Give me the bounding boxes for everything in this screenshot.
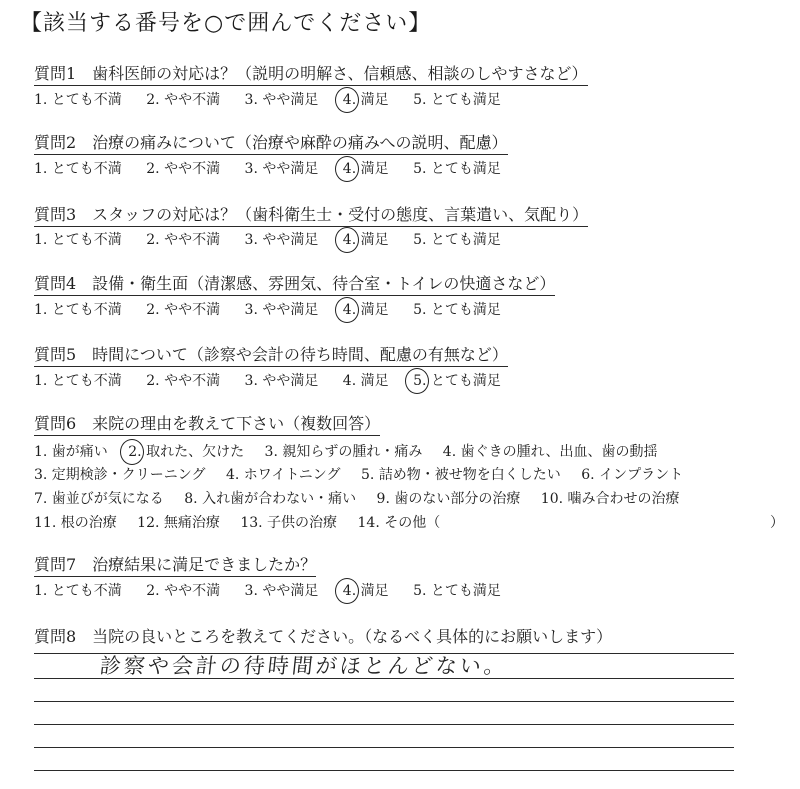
q7-option-3[interactable]: 3. やや満足 — [244, 583, 319, 599]
q5-option-1[interactable]: 1. とても不満 — [34, 373, 122, 389]
question-2-options — [34, 160, 521, 178]
q6-option-7[interactable]: 7. 歯並びが気になる — [34, 491, 164, 507]
q1-option-2[interactable]: 2. やや不満 — [146, 92, 221, 108]
question-1-options — [34, 91, 521, 109]
question-2-heading: 質問2 治療の痛みについて（治療や麻酔の痛みへの説明、配慮） — [34, 133, 508, 155]
q6-other-close-paren: ） — [770, 515, 784, 531]
q7-option-5[interactable]: 5. とても満足 — [413, 583, 501, 599]
q6-option-13[interactable]: 13. 子供の治療 — [240, 515, 338, 531]
q4-option-1[interactable]: 1. とても不満 — [34, 302, 122, 318]
q6-option-checkup[interactable]: 3. 定期検診・クリーニング — [34, 467, 206, 483]
q1-option-3[interactable]: 3. やや満足 — [244, 92, 319, 108]
q6-option-4[interactable]: 4. 歯ぐきの腫れ、出血、歯の動揺 — [442, 444, 658, 460]
answer-line — [34, 724, 734, 725]
q1-option-4-circled[interactable]: 4. 満足 — [342, 92, 389, 108]
q6-option-9[interactable]: 9. 歯のない部分の治療 — [376, 491, 521, 507]
q6-option-14[interactable]: 14. その他（ — [357, 515, 441, 531]
q2-option-3[interactable]: 3. やや満足 — [244, 161, 319, 177]
q6-option-11[interactable]: 11. 根の治療 — [34, 515, 117, 531]
question-7-options — [34, 582, 521, 600]
q1-option-1[interactable]: 1. とても不満 — [34, 92, 122, 108]
q4-option-2[interactable]: 2. やや不満 — [146, 302, 221, 318]
q6-option-3[interactable]: 3. 親知らずの腫れ・痛み — [264, 444, 423, 460]
q4-option-4-circled[interactable]: 4. 満足 — [342, 302, 389, 318]
question-4-options — [34, 301, 521, 319]
q3-option-5[interactable]: 5. とても満足 — [413, 232, 501, 248]
question-3-heading: 質問3 スタッフの対応は？（歯科衛生士・受付の態度、言葉遣い、気配り） — [34, 205, 588, 227]
q6-option-12[interactable]: 12. 無痛治療 — [137, 515, 220, 531]
q4-option-5[interactable]: 5. とても満足 — [413, 302, 501, 318]
q7-option-1[interactable]: 1. とても不満 — [34, 583, 122, 599]
q3-option-1[interactable]: 1. とても不満 — [34, 232, 122, 248]
q6-row-3 — [34, 490, 696, 508]
q4-option-3[interactable]: 3. やや満足 — [244, 302, 319, 318]
q3-option-2[interactable]: 2. やや不満 — [146, 232, 221, 248]
q6-option-whitening[interactable]: 4. ホワイトニング — [225, 467, 341, 483]
q5-option-2[interactable]: 2. やや不満 — [146, 373, 221, 389]
q5-option-3[interactable]: 3. やや満足 — [244, 373, 319, 389]
q3-option-3[interactable]: 3. やや満足 — [244, 232, 319, 248]
question-7-heading: 質問7 治療結果に満足できましたか？ — [34, 555, 316, 577]
question-5-heading: 質問5 時間について（診察や会計の待ち時間、配慮の有無など） — [34, 345, 508, 367]
q2-option-2[interactable]: 2. やや不満 — [146, 161, 221, 177]
q6-row-1 — [34, 443, 673, 461]
question-1-heading: 質問1 歯科医師の対応は？（説明の明解さ、信頼感、相談のしやすさなど） — [34, 64, 588, 86]
page-title: 【該当する番号を○で囲んでください】 — [20, 11, 432, 36]
q6-option-2-circled[interactable]: 2. 取れた、欠けた — [128, 444, 245, 460]
answer-line — [34, 747, 734, 748]
q2-option-5[interactable]: 5. とても満足 — [413, 161, 501, 177]
question-6-heading: 質問6 来院の理由を教えて下さい（複数回答） — [34, 414, 380, 436]
q2-option-1[interactable]: 1. とても不満 — [34, 161, 122, 177]
question-3-options — [34, 231, 521, 249]
q8-handwritten-answer: 診察や会計の待時間がほとんどない。 — [98, 654, 510, 678]
q3-option-4-circled[interactable]: 4. 満足 — [342, 232, 389, 248]
answer-line — [34, 701, 734, 702]
q6-option-8[interactable]: 8. 入れ歯が合わない・痛い — [184, 491, 357, 507]
q1-option-5[interactable]: 5. とても満足 — [413, 92, 501, 108]
q7-option-2[interactable]: 2. やや不満 — [146, 583, 221, 599]
question-4-heading: 質問4 設備・衛生面（清潔感、雰囲気、待合室・トイレの快適さなど） — [34, 274, 555, 296]
q7-option-4-circled[interactable]: 4. 満足 — [342, 583, 389, 599]
q6-option-10[interactable]: 10. 噛み合わせの治療 — [540, 491, 680, 507]
q5-option-4[interactable]: 4. 満足 — [342, 373, 389, 389]
q6-row-4 — [34, 514, 784, 532]
q6-option-white-filling[interactable]: 5. 詰め物・被せ物を白くしたい — [361, 467, 561, 483]
answer-line — [34, 770, 734, 771]
q6-option-1[interactable]: 1. 歯が痛い — [34, 444, 108, 460]
q6-row-2 — [34, 466, 699, 484]
q6-option-implant[interactable]: 6. インプラント — [581, 467, 684, 483]
question-5-options — [34, 372, 521, 390]
q2-option-4-circled[interactable]: 4. 満足 — [342, 161, 389, 177]
question-8-heading: 質問8 当院の良いところを教えてください。（なるべく具体的にお願いします） — [34, 627, 613, 646]
q5-option-5-circled[interactable]: 5. とても満足 — [413, 373, 501, 389]
